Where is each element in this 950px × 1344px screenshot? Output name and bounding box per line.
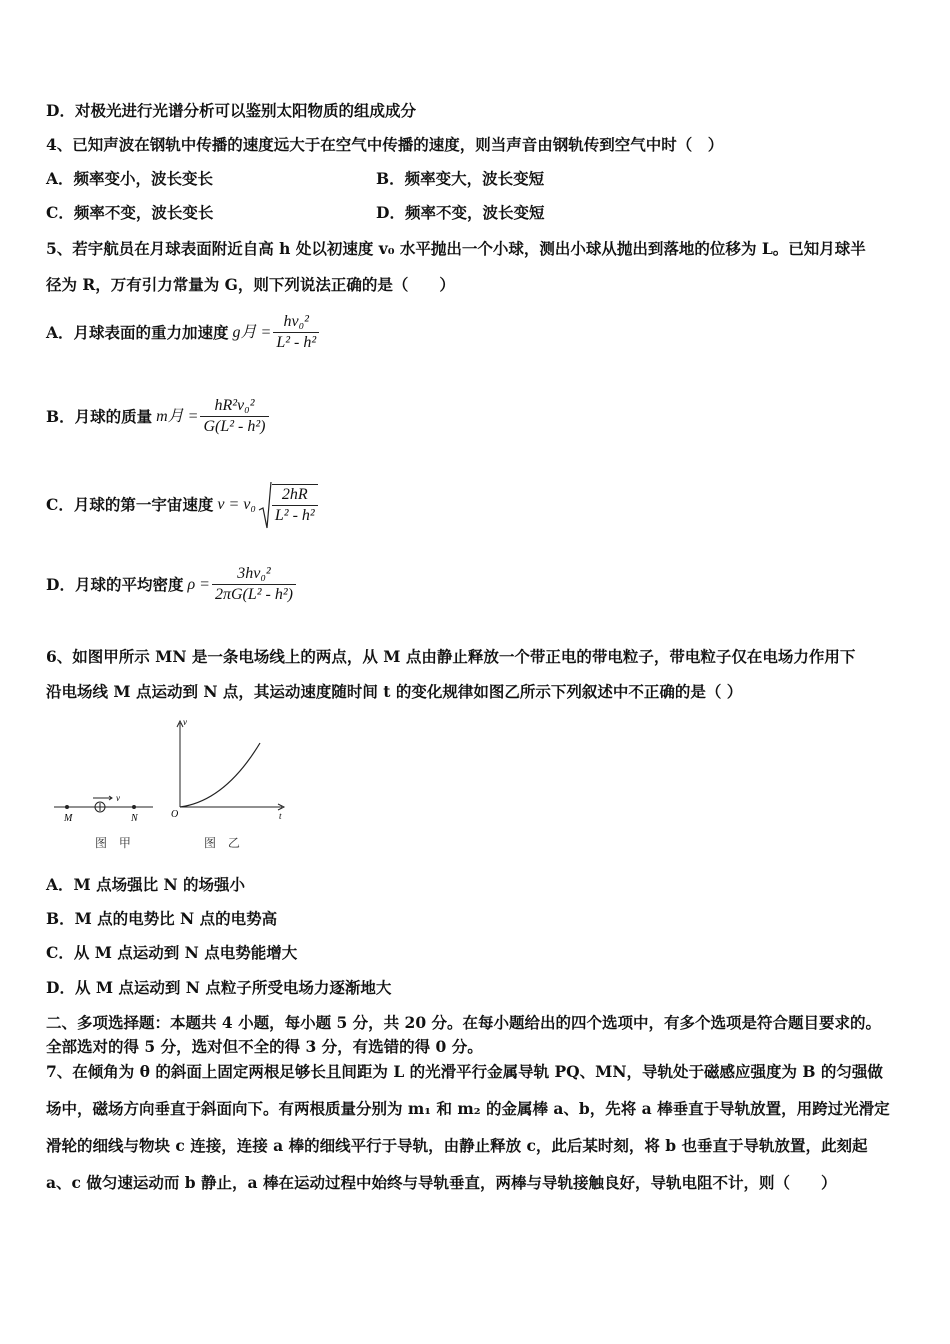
q7-stem-line1: 7、在倾角为 θ 的斜面上固定两根足够长且间距为 L 的光滑平行金属导轨 PQ、MN，导轨处于磁感应强度为 B 的匀强做 xyxy=(46,1062,883,1081)
q6-option-d: D．从 M 点运动到 N 点粒子所受电场力逐渐地大 xyxy=(46,978,392,997)
q5c-text: C．月球的第一宇宙速度 xyxy=(46,495,214,514)
q3-option-d: D．对极光进行光谱分析可以鉴别太阳物质的组成成分 xyxy=(46,101,416,120)
q5d-denominator: 2πG(L² - h²) xyxy=(214,586,293,603)
label-v-arrow: v xyxy=(116,793,120,803)
q7-stem-line2: 场中，磁场方向垂直于斜面向下。有两根质量分别为 m₁ 和 m₂ 的金属棒 a、b，先将 a 棒垂直于导轨放置，用跨过光滑定 xyxy=(46,1099,890,1118)
axis-v-label: v xyxy=(183,717,187,727)
q5a-numerator: hv₀² xyxy=(273,312,319,333)
q6-option-a: A．M 点场强比 N 的场强小 xyxy=(46,875,246,894)
origin-label: O xyxy=(171,809,179,820)
q5d-numerator: 3hv₀² xyxy=(212,564,296,585)
vt-curve xyxy=(180,743,260,807)
q5d-fraction xyxy=(212,564,296,605)
point-n xyxy=(132,805,136,809)
caption-figure-a: 图 甲 xyxy=(95,836,135,850)
q5-option-d xyxy=(46,564,296,605)
q5c-numerator: 2hR xyxy=(272,485,318,506)
q5b-denominator: G(L² - h²) xyxy=(203,418,266,435)
q5a-lhs: g月 = xyxy=(232,323,272,341)
q5a-denominator: L² - h² xyxy=(276,334,317,351)
label-m: M xyxy=(64,813,73,824)
q4-option-a: A．频率变小，波长变长 xyxy=(46,169,214,188)
q5-option-a xyxy=(46,312,319,353)
q6-stem-line2: 沿电场线 M 点运动到 N 点，其运动速度随时间 t 的变化规律如图乙所示下列叙述中不正确的是（ ） xyxy=(46,682,743,701)
point-m xyxy=(65,805,69,809)
q5-option-c xyxy=(46,480,318,530)
q5b-fraction xyxy=(200,396,268,437)
section2-header-line1: 二、多项选择题：本题共 4 小题，每小题 5 分，共 20 分。在每小题给出的四个选项中，有多个选项是符合题目要求的。 xyxy=(46,1013,882,1032)
q7-stem-line3: 滑轮的细线与物块 c 连接，连接 a 棒的细线平行于导轨，由静止释放 c，此后某时刻，将 b 也垂直于导轨放置，此刻起 xyxy=(46,1136,868,1155)
q4-option-d: D．频率不变，波长变短 xyxy=(376,203,545,222)
q5-option-b xyxy=(46,396,269,437)
q5d-text: D．月球的平均密度 xyxy=(46,574,184,594)
q5b-text: B．月球的质量 xyxy=(46,406,153,426)
q6-option-c: C．从 M 点运动到 N 点电势能增大 xyxy=(46,943,298,962)
q4-option-c: C．频率不变，波长变长 xyxy=(46,203,214,222)
q5-stem-line1: 5、若宇航员在月球表面附近自高 h 处以初速度 v₀ 水平抛出一个小球，测出小球从抛出到落地的位移为 L。已知月球半 xyxy=(46,239,866,258)
axis-t-label: t xyxy=(279,811,282,821)
label-n: N xyxy=(131,813,138,824)
q5a-fraction xyxy=(273,312,319,353)
section2-header-line2: 全部选对的得 5 分，选对但不全的得 3 分，有选错的得 0 分。 xyxy=(46,1037,483,1056)
q4-stem: 4、已知声波在钢轨中传播的速度远大于在空气中传播的速度，则当声音由钢轨传到空气中时（ ） xyxy=(46,135,724,154)
q4-option-b: B．频率变大，波长变短 xyxy=(376,169,545,188)
q7-stem-line4: a、c 做匀速运动而 b 静止，a 棒在运动过程中始终与导轨垂直，两棒与导轨接触良好，导轨电阻不计，则（ ） xyxy=(46,1173,837,1192)
sqrt-sign-icon xyxy=(258,480,272,530)
q5d-lhs: ρ = xyxy=(187,575,210,593)
q5c-fraction xyxy=(272,484,318,526)
caption-figure-b: 图 乙 xyxy=(204,836,244,850)
q5-stem-line2: 径为 R，万有引力常量为 G，则下列说法正确的是（ ） xyxy=(46,275,455,294)
q5b-numerator: hR²v₀² xyxy=(200,396,268,417)
q6-figure xyxy=(50,715,300,855)
q5c-sqrt xyxy=(258,480,318,530)
q6-option-b: B．M 点的电势比 N 点的电势高 xyxy=(46,909,278,928)
q5c-denominator: L² - h² xyxy=(274,507,315,524)
q5c-lhs: v = v₀ xyxy=(217,496,256,513)
q5b-lhs: m月 = xyxy=(156,407,199,425)
q5a-text: A．月球表面的重力加速度 xyxy=(46,322,229,342)
q6-stem-line1: 6、如图甲所示 MN 是一条电场线上的两点，从 M 点由静止释放一个带正电的带电粒子，带电粒子仅在电场力作用下 xyxy=(46,647,856,666)
